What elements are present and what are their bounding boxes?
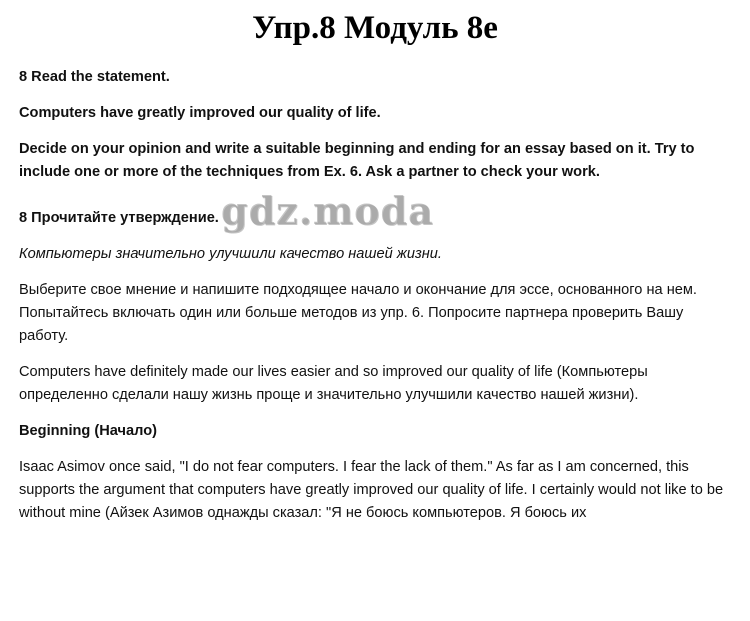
exercise-statement-ru: Компьютеры значительно улучшили качество нашей жизни. [19,246,442,262]
answer-opinion: Computers have definitely made our lives easier and so improved our quality of life (Компьютеры определенно сделали нашу жизнь проще и значительно улучшили качество нашей жизни). [19,364,648,403]
answer-beginning-text: Isaac Asimov once said, "I do not fear computers. I fear the lack of them." As far as I am concerned, this supports the argument that computers have greatly improved our quality of life. I certainly would not like to be without mine (Айзек Азимов однажды сказал: "Я не боюсь компьютеров. Я боюсь их [19,459,724,521]
exercise-task-ru: Выберите свое мнение и напишите подходящее начало и окончание для эссе, основанного на нем. Попытайтесь включать один или больше методов из упр. 6. Попросите партнера проверить Вашу работу. [19,282,697,344]
exercise-heading-ru-line [19,188,735,233]
exercise-heading-ru: 8 Прочитайте утверждение. [19,210,219,226]
exercise-task-en: Decide on your opinion and write a suitable beginning and ending for an essay based on it. Try to include one or more of the techniques from Ex. 6. Ask a partner to check your work. [19,141,695,180]
page-title: Упр.8 Модуль 8e [252,10,498,46]
answer-beginning-heading: Beginning (Начало) [19,423,157,439]
document-body [19,66,735,538]
exercise-heading-en: 8 Read the statement. [19,69,170,85]
exercise-statement-en: Computers have greatly improved our quality of life. [19,105,381,121]
watermark-logo: gdz.moda [220,188,434,233]
